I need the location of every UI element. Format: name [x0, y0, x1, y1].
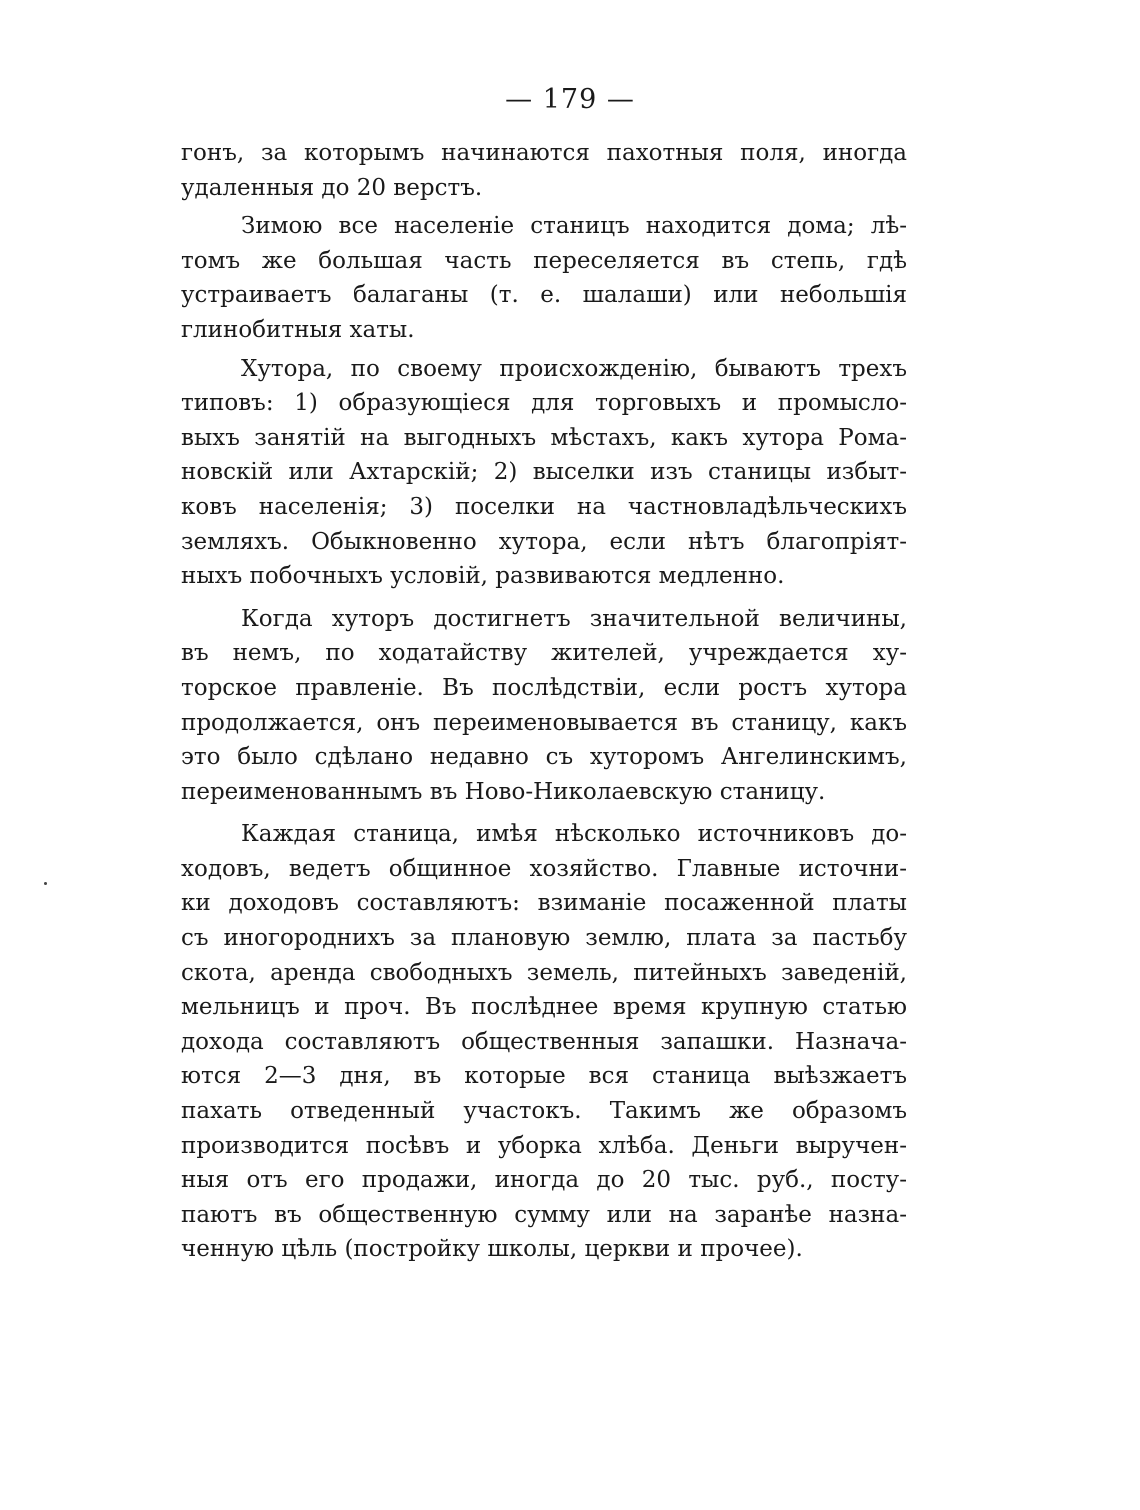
text-line: мельницъ и проч. Въ послѣднее время крупную статью: [181, 994, 907, 1021]
text-line: это было сдѣлано недавно съ хуторомъ Ангелинскимъ,: [181, 744, 907, 771]
scan-speck: [44, 882, 47, 885]
body-text: [181, 136, 907, 1271]
paragraph: [181, 352, 907, 594]
text-line: удаленныя до 20 верстъ.: [181, 174, 483, 201]
text-line: Хутора, по своему происхожденію, бываютъ трехъ: [241, 355, 907, 382]
text-line: ковъ населенія; 3) поселки на частновладѣльческихъ: [181, 493, 907, 520]
text-line: дохода составляютъ общественныя запашки. Назнача-: [181, 1028, 907, 1055]
text-line: съ иногороднихъ за плановую землю, плата за пастьбу: [181, 925, 907, 952]
text-line: скота, аренда свободныхъ земель, питейныхъ заведеній,: [181, 959, 907, 986]
text-line: Каждая станица, имѣя нѣсколько источниковъ до-: [241, 821, 907, 848]
text-line: типовъ: 1) образующіеся для торговыхъ и промысло-: [181, 390, 907, 417]
text-line: ходовъ, ведетъ общинное хозяйство. Главные источни-: [181, 855, 907, 882]
text-line: пахать отведенный участокъ. Такимъ же образомъ: [181, 1098, 907, 1125]
text-line: Когда хуторъ достигнетъ значительной величины,: [241, 605, 907, 632]
paragraph: [181, 602, 907, 810]
text-line: ются 2—3 дня, въ которые вся станица выѣзжаетъ: [181, 1063, 907, 1090]
text-line: томъ же большая часть переселяется въ степь, гдѣ: [181, 247, 907, 274]
paragraph: [181, 209, 907, 347]
text-line: земляхъ. Обыкновенно хутора, если нѣтъ благопріят-: [181, 528, 907, 555]
text-line: гонъ, за которымъ начинаются пахотныя поля, иногда: [181, 140, 907, 166]
text-line: ки доходовъ составляютъ: взиманіе посаженной платы: [181, 890, 907, 917]
text-line: паютъ въ общественную сумму или на заранѣе назна-: [181, 1201, 907, 1228]
text-line: производится посѣвъ и уборка хлѣба. Деньги выручен-: [181, 1132, 907, 1159]
text-line: выхъ занятій на выгодныхъ мѣстахъ, какъ хутора Рома-: [181, 424, 907, 451]
paragraph: [181, 817, 907, 1267]
text-line: устраиваетъ балаганы (т. е. шалаши) или небольшія: [181, 282, 907, 309]
text-line: ченную цѣль (постройку школы, церкви и прочее).: [181, 1236, 803, 1263]
text-line: въ немъ, по ходатайству жителей, учреждается ху-: [181, 640, 907, 667]
text-line: продолжается, онъ переименовывается въ станицу, какъ: [181, 709, 907, 736]
text-line: глинобитныя хаты.: [181, 316, 415, 343]
paragraph: [181, 136, 907, 205]
text-line: новскій или Ахтарскій; 2) выселки изъ станицы избыт-: [181, 459, 907, 486]
text-line: переименованнымъ въ Ново-Николаевскую станицу.: [181, 778, 826, 805]
text-line: Зимою все населеніе станицъ находится дома; лѣ-: [241, 213, 907, 240]
text-line: ныя отъ его продажи, иногда до 20 тыс. руб., посту-: [181, 1167, 907, 1194]
text-line: ныхъ побочныхъ условій, развиваются медленно.: [181, 563, 785, 590]
page-number: — 179 —: [505, 84, 635, 115]
text-line: торское правленіе. Въ послѣдствіи, если ростъ хутора: [181, 674, 907, 701]
